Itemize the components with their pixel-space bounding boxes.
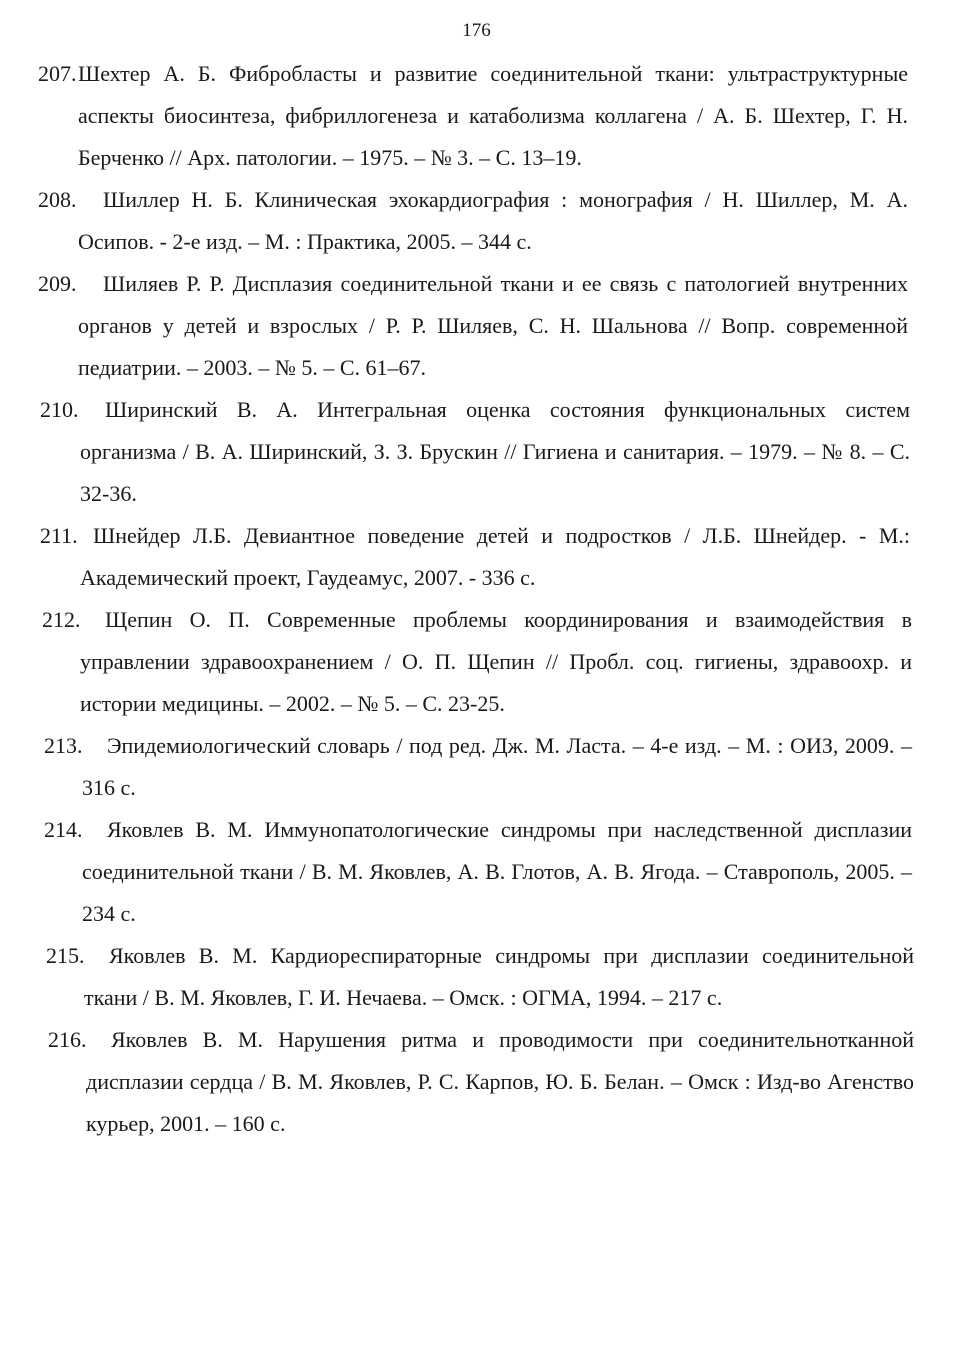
reference-number: 213. [44, 733, 83, 758]
reference-item [38, 53, 908, 179]
reference-list [0, 53, 953, 1145]
page-number: 176 [462, 20, 491, 41]
reference-number: 215. [46, 943, 85, 968]
reference-item [40, 389, 910, 515]
reference-text: Яковлев В. М. Кардиореспираторные синдромы при дисплазии соединительной ткани / В. М. Яковлев, Г. И. Нечаева. – Омск. : ОГМА, 1994. – 217 с. [84, 943, 914, 1010]
reference-text: Щепин О. П. Современные проблемы координирования и взаимодействия в управлении здравоохранением / О. П. Щепин // Пробл. соц. гигиены, здравоохр. и истории медицины. – 2002. – № 5. – С. 23-25. [80, 607, 912, 716]
reference-text: Шиллер Н. Б. Клиническая эхокардиография : монография / Н. Шиллер, М. А. Осипов. - 2-е изд. – М. : Практика, 2005. – 344 с. [78, 187, 908, 254]
reference-item [44, 809, 912, 935]
reference-number: 210. [40, 397, 79, 422]
reference-number: 216. [48, 1027, 87, 1052]
reference-text: Яковлев В. М. Иммунопатологические синдромы при наследственной дисплазии соединительной ткани / В. М. Яковлев, А. В. Глотов, А. В. Ягода. – Ставрополь, 2005. – 234 с. [82, 817, 912, 926]
reference-number: 214. [44, 817, 83, 842]
reference-item [40, 515, 910, 599]
reference-text: Эпидемиологический словарь / под ред. Дж. М. Ласта. – 4-е изд. – М. : ОИЗ, 2009. – 316 с. [82, 733, 912, 800]
reference-number: 208. [38, 187, 77, 212]
reference-number: 207. [38, 61, 77, 86]
reference-text: Яковлев В. М. Нарушения ритма и проводимости при соединительнотканной дисплазии сердца / В. М. Яковлев, Р. С. Карпов, Ю. Б. Белан. – Омск : Изд-во Агенство курьер, 2001. – 160 с. [86, 1027, 914, 1136]
reference-text: Шнейдер Л.Б. Девиантное поведение детей и подростков / Л.Б. Шнейдер. - М.: Академический проект, Гаудеамус, 2007. - 336 с. [80, 523, 910, 590]
reference-item [38, 179, 908, 263]
reference-number: 209. [38, 271, 77, 296]
reference-item [44, 725, 912, 809]
reference-text: Ширинский В. А. Интегральная оценка состояния функциональных систем организма / В. А. Ширинский, З. З. Брускин // Гигиена и санитария. – 1979. – № 8. – С. 32-36. [80, 397, 910, 506]
reference-text: Шиляев Р. Р. Дисплазия соединительной ткани и ее связь с патологией внутренних органов у детей и взрослых / Р. Р. Шиляев, С. Н. Шальнова // Вопр. современной педиатрии. – 2003. – № 5. – С. 61–67. [78, 271, 908, 380]
reference-number: 211. [40, 523, 78, 548]
reference-item [38, 263, 908, 389]
reference-number: 212. [42, 607, 81, 632]
reference-item [42, 599, 912, 725]
reference-text: Шехтер А. Б. Фибробласты и развитие соединительной ткани: ультраструктурные аспекты биосинтеза, фибриллогенеза и катаболизма коллагена / А. Б. Шехтер, Г. Н. Берченко // Арх. патологии. – 1975. – № 3. – С. 13–19. [78, 61, 908, 170]
reference-item [46, 935, 914, 1019]
reference-item [48, 1019, 914, 1145]
